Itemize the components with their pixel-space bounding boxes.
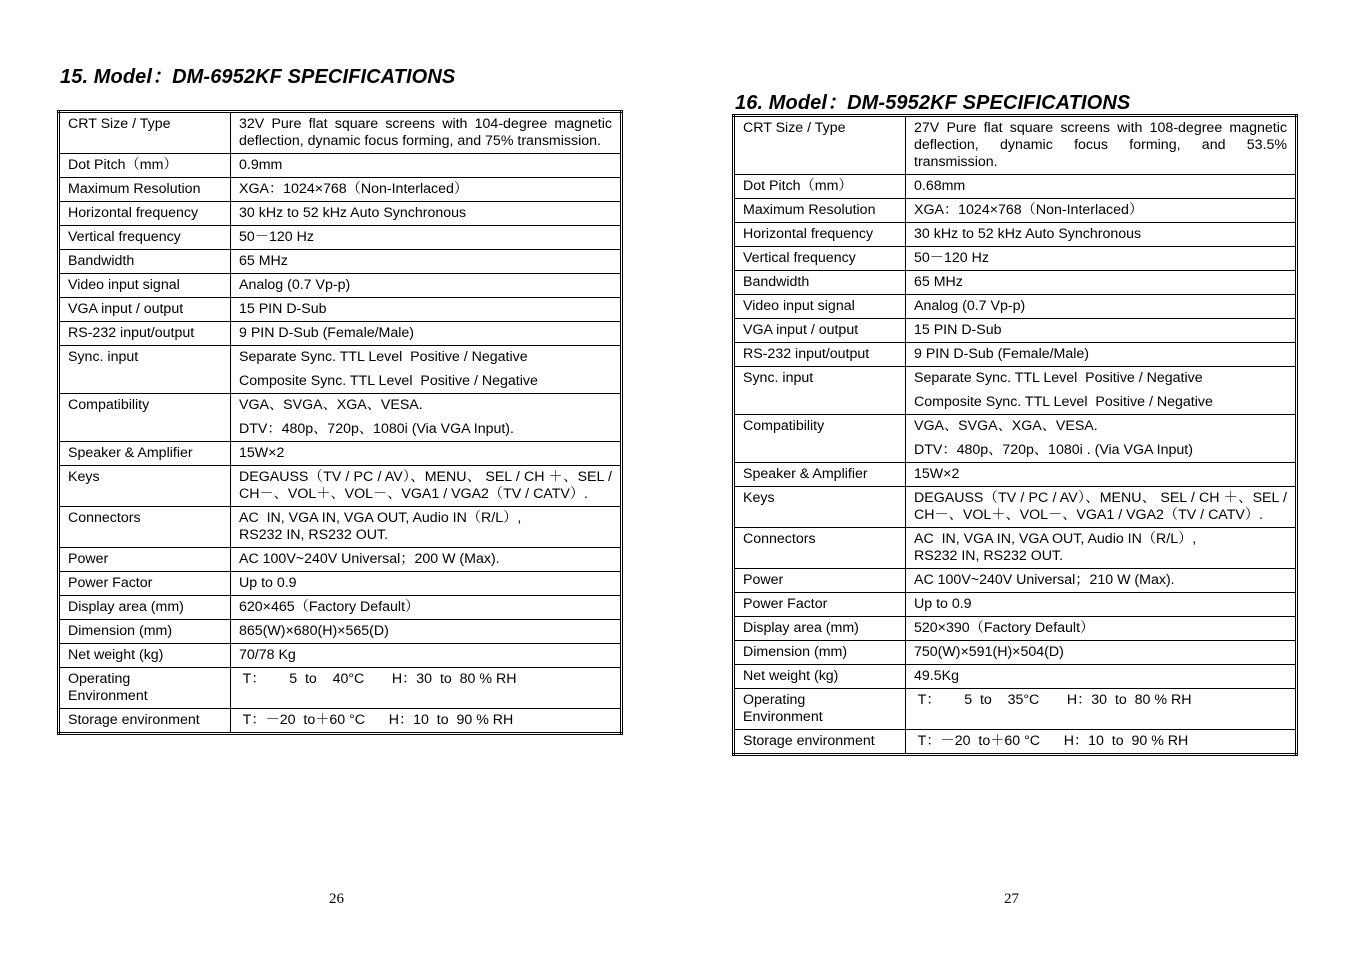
spec-row	[734, 730, 1297, 755]
spec-value	[231, 548, 622, 572]
spec-row	[59, 322, 622, 346]
spec-label-text: Environment	[743, 709, 823, 725]
spec-label-text: Connectors	[743, 531, 816, 547]
spec-row	[59, 466, 622, 507]
spec-row	[734, 343, 1297, 367]
spec-row	[59, 394, 622, 442]
spec-label	[59, 466, 231, 507]
spec-value	[906, 415, 1297, 463]
spec-value-line: 9 PIN D-Sub (Female/Male)	[914, 346, 1090, 362]
spec-value-line: 27V Pure flat square screens with 108-degree magnetic deflection, dynamic focus forming, and 53.5% transmission.	[914, 120, 1287, 170]
spec-label-text: Horizontal frequency	[743, 226, 874, 242]
spec-value	[231, 178, 622, 202]
spec-row	[59, 596, 622, 620]
spec-row	[734, 175, 1297, 199]
spec-value	[231, 466, 622, 507]
spec-label-text: Maximum Resolution	[743, 202, 876, 218]
spec-value-line: Composite Sync. TTL Level Positive / Negative	[239, 373, 538, 389]
spec-value-line: T：－20 to＋60 °C H：10 to 90 % RH	[914, 733, 1189, 749]
spec-value-line: XGA：1024×768（Non-Interlaced）	[914, 202, 1144, 218]
spec-value-line: Up to 0.9	[914, 596, 972, 612]
spec-value	[906, 593, 1297, 617]
spec-row	[59, 668, 622, 709]
spec-label	[59, 250, 231, 274]
spec-value	[231, 346, 622, 394]
spec-value-line: Analog (0.7 Vp-p)	[914, 298, 1026, 314]
spec-row	[59, 274, 622, 298]
spec-value-line: DTV：480p、720p、1080i (Via VGA Input).	[239, 421, 514, 437]
spec-row	[59, 346, 622, 394]
spec-label-text: Dot Pitch（mm）	[68, 157, 178, 173]
spec-value-line: Up to 0.9	[239, 575, 297, 591]
spec-value	[906, 271, 1297, 295]
spec-label	[59, 620, 231, 644]
spec-value-line: 65 MHz	[239, 253, 288, 269]
spec-label	[59, 709, 231, 734]
spec-value	[231, 620, 622, 644]
spec-row	[734, 247, 1297, 271]
spec-label-text: RS-232 input/output	[68, 325, 195, 341]
spec-value	[231, 596, 622, 620]
spec-table	[732, 114, 1298, 756]
spec-value	[906, 487, 1297, 528]
spec-label	[734, 415, 906, 463]
spec-row	[59, 709, 622, 734]
spec-value-line: Separate Sync. TTL Level Positive / Negative	[914, 370, 1203, 386]
spec-label-text: RS-232 input/output	[743, 346, 870, 362]
spec-value-line: T：－20 to＋60 °C H：10 to 90 % RH	[239, 712, 514, 728]
spec-label	[734, 175, 906, 199]
spec-label-text: Bandwidth	[743, 274, 810, 290]
spec-value	[231, 274, 622, 298]
spec-label	[734, 569, 906, 593]
spec-value-line: DEGAUSS（TV / PC / AV）、MENU、 SEL / CH ＋、SEL / CH－、VOL＋、VOL－、VGA1 / VGA2（TV / CATV）.	[239, 469, 612, 502]
spec-label-text: Environment	[68, 688, 148, 704]
spec-label	[734, 689, 906, 730]
spec-value-line: RS232 IN, RS232 OUT.	[914, 548, 1064, 564]
spec-value-line: Separate Sync. TTL Level Positive / Negative	[239, 349, 528, 365]
spec-label	[734, 617, 906, 641]
spec-value	[906, 569, 1297, 593]
spec-value-line: 15 PIN D-Sub	[239, 301, 327, 317]
spec-value-line: 750(W)×591(H)×504(D)	[914, 644, 1064, 660]
spec-label-text: Dot Pitch（mm）	[743, 178, 853, 194]
spec-value	[906, 730, 1297, 755]
spec-row	[59, 250, 622, 274]
spec-value-line: XGA：1024×768（Non-Interlaced）	[239, 181, 469, 197]
spec-value-line: 30 kHz to 52 kHz Auto Synchronous	[914, 226, 1142, 242]
spec-label-text: Video input signal	[68, 277, 180, 293]
spec-value	[906, 367, 1297, 415]
spec-label	[59, 572, 231, 596]
spec-row	[734, 641, 1297, 665]
spec-value-line: Composite Sync. TTL Level Positive / Negative	[914, 394, 1213, 410]
spec-value	[231, 250, 622, 274]
spec-label	[734, 247, 906, 271]
spec-label-text: Speaker & Amplifier	[68, 445, 193, 461]
spec-label-text: Keys	[68, 469, 100, 485]
spec-label-text: Keys	[743, 490, 775, 506]
spec-value	[906, 528, 1297, 569]
spec-value-line: 0.68mm	[914, 178, 966, 194]
spec-label	[734, 343, 906, 367]
spec-label	[59, 274, 231, 298]
spec-row	[59, 442, 622, 466]
spec-value-line: 9 PIN D-Sub (Female/Male)	[239, 325, 415, 341]
spec-value-line: 0.9mm	[239, 157, 283, 173]
spec-row	[59, 112, 622, 154]
spec-value-line: T： 5 to 40°C H：30 to 80 % RH	[239, 671, 517, 687]
spec-value	[906, 223, 1297, 247]
spec-value-line: VGA、SVGA、XGA、VESA.	[914, 418, 1098, 434]
spec-label	[59, 226, 231, 250]
spec-label	[734, 367, 906, 415]
spec-label-text: Dimension (mm)	[68, 623, 173, 639]
spec-row	[734, 199, 1297, 223]
spec-row	[734, 665, 1297, 689]
spec-row	[734, 569, 1297, 593]
spec-label-text: CRT Size / Type	[68, 116, 171, 132]
spec-value-line: AC 100V~240V Universal；200 W (Max).	[239, 551, 500, 567]
spec-label-text: VGA input / output	[68, 301, 184, 317]
spec-label	[59, 202, 231, 226]
spec-value	[231, 112, 622, 154]
spec-value-line: DTV：480p、720p、1080i . (Via VGA Input)	[914, 442, 1193, 458]
spec-label	[59, 668, 231, 709]
spec-value	[906, 617, 1297, 641]
spec-label-text: Operating	[68, 671, 131, 687]
spec-row	[734, 271, 1297, 295]
spec-table	[57, 110, 623, 735]
spec-label-text: Compatibility	[68, 397, 150, 413]
spec-label	[734, 199, 906, 223]
spec-value	[231, 298, 622, 322]
spec-value	[906, 247, 1297, 271]
spec-value-line: VGA、SVGA、XGA、VESA.	[239, 397, 423, 413]
spec-value-line: AC IN, VGA IN, VGA OUT, Audio IN（R/L）,	[914, 531, 1197, 547]
spec-label	[734, 487, 906, 528]
spec-value-line: Analog (0.7 Vp-p)	[239, 277, 351, 293]
spec-row	[734, 223, 1297, 247]
spec-value	[231, 572, 622, 596]
spec-label	[734, 271, 906, 295]
spec-label	[59, 298, 231, 322]
spec-value	[906, 295, 1297, 319]
spec-value-line: 70/78 Kg	[239, 647, 296, 663]
spec-label-text: Sync. input	[68, 349, 139, 365]
spec-label	[59, 442, 231, 466]
spec-value-line: 65 MHz	[914, 274, 963, 290]
spec-value-line: DEGAUSS（TV / PC / AV）、MENU、 SEL / CH ＋、SEL / CH－、VOL＋、VOL－、VGA1 / VGA2（TV / CATV）.	[914, 490, 1287, 523]
spec-label-text: Maximum Resolution	[68, 181, 201, 197]
spec-value	[231, 322, 622, 346]
spec-value-line: AC 100V~240V Universal；210 W (Max).	[914, 572, 1175, 588]
spec-value-line: 30 kHz to 52 kHz Auto Synchronous	[239, 205, 467, 221]
spec-label-text: Net weight (kg)	[743, 668, 839, 684]
spec-value-line: 50－120 Hz	[239, 229, 314, 245]
spec-value	[231, 644, 622, 668]
spec-label	[59, 322, 231, 346]
page-title: 15. Model：DM-6952KF SPECIFICATIONS	[60, 66, 456, 88]
spec-value-line: 32V Pure flat square screens with 104-degree magnetic deflection, dynamic focus forming, and 75% transmission.	[239, 116, 612, 149]
spec-label	[734, 116, 906, 175]
spec-label-text: Storage environment	[68, 712, 200, 728]
spec-row	[59, 154, 622, 178]
spec-row	[59, 507, 622, 548]
spec-label-text: Power	[68, 551, 109, 567]
page-number: 27	[1004, 891, 1019, 907]
spec-label	[59, 507, 231, 548]
spec-label	[59, 644, 231, 668]
spec-row	[734, 487, 1297, 528]
spec-value	[231, 202, 622, 226]
spec-value	[906, 175, 1297, 199]
spec-row	[734, 116, 1297, 175]
spec-value-line: 520×390（Factory Default）	[914, 620, 1095, 636]
spec-label-text: Sync. input	[743, 370, 814, 386]
spec-value-line: 15 PIN D-Sub	[914, 322, 1002, 338]
spec-row	[59, 572, 622, 596]
spec-row	[59, 178, 622, 202]
spec-label	[734, 528, 906, 569]
spec-value	[906, 116, 1297, 175]
spec-label	[59, 596, 231, 620]
spec-label-text: Net weight (kg)	[68, 647, 164, 663]
spec-value	[906, 689, 1297, 730]
spec-label	[59, 548, 231, 572]
spec-label-text: Vertical frequency	[743, 250, 856, 266]
spec-label	[59, 178, 231, 202]
spec-value-line: 50－120 Hz	[914, 250, 989, 266]
spec-value	[231, 507, 622, 548]
spec-value	[906, 463, 1297, 487]
spec-label	[734, 593, 906, 617]
spec-value	[231, 668, 622, 709]
spec-value-line: 865(W)×680(H)×565(D)	[239, 623, 389, 639]
spec-value	[231, 442, 622, 466]
spec-row	[59, 202, 622, 226]
spec-label-text: Display area (mm)	[743, 620, 859, 636]
spec-label-text: Video input signal	[743, 298, 855, 314]
spec-label	[59, 346, 231, 394]
spec-value	[906, 641, 1297, 665]
spec-label-text: Speaker & Amplifier	[743, 466, 868, 482]
spec-label	[734, 641, 906, 665]
spec-label-text: Display area (mm)	[68, 599, 184, 615]
spec-row	[734, 689, 1297, 730]
spec-row	[59, 548, 622, 572]
page-title: 16. Model：DM-5952KF SPECIFICATIONS	[735, 92, 1131, 114]
spec-row	[734, 528, 1297, 569]
spec-label-text: Vertical frequency	[68, 229, 181, 245]
spec-row	[734, 367, 1297, 415]
spec-label	[59, 394, 231, 442]
spec-label-text: Operating	[743, 692, 806, 708]
spec-row	[59, 644, 622, 668]
spec-label-text: Storage environment	[743, 733, 875, 749]
spec-value	[231, 226, 622, 250]
spec-value	[231, 154, 622, 178]
spec-row	[734, 415, 1297, 463]
spec-label-text: Connectors	[68, 510, 141, 526]
spec-label-text: Power Factor	[743, 596, 828, 612]
spec-row	[59, 298, 622, 322]
spec-label-text: Compatibility	[743, 418, 825, 434]
spec-label	[734, 223, 906, 247]
spec-value	[906, 665, 1297, 689]
spec-value-line: 15W×2	[239, 445, 285, 461]
spec-label-text: Bandwidth	[68, 253, 135, 269]
spec-value-line: 15W×2	[914, 466, 960, 482]
spec-label	[734, 295, 906, 319]
spec-value-line: RS232 IN, RS232 OUT.	[239, 527, 389, 543]
spec-label	[734, 730, 906, 755]
spec-label-text: VGA input / output	[743, 322, 859, 338]
spec-label-text: Dimension (mm)	[743, 644, 848, 660]
spec-label	[734, 463, 906, 487]
page-number: 26	[329, 891, 344, 907]
spec-row	[734, 593, 1297, 617]
spec-label	[734, 665, 906, 689]
spec-value-line: 620×465（Factory Default）	[239, 599, 420, 615]
spec-label-text: CRT Size / Type	[743, 120, 846, 136]
spec-value	[231, 709, 622, 734]
spec-label	[59, 112, 231, 154]
spec-row	[59, 620, 622, 644]
spec-row	[734, 617, 1297, 641]
spec-row	[734, 295, 1297, 319]
spec-row	[734, 463, 1297, 487]
spec-value-line: T： 5 to 35°C H：30 to 80 % RH	[914, 692, 1192, 708]
spec-label	[734, 319, 906, 343]
spec-value-line: 49.5Kg	[914, 668, 959, 684]
spec-value	[906, 199, 1297, 223]
spec-label-text: Horizontal frequency	[68, 205, 199, 221]
spec-label-text: Power Factor	[68, 575, 153, 591]
spec-row	[734, 319, 1297, 343]
spec-label	[59, 154, 231, 178]
spec-value	[906, 343, 1297, 367]
spec-label-text: Power	[743, 572, 784, 588]
spec-value-line: AC IN, VGA IN, VGA OUT, Audio IN（R/L）,	[239, 510, 522, 526]
spec-value	[906, 319, 1297, 343]
spec-row	[59, 226, 622, 250]
spec-value	[231, 394, 622, 442]
